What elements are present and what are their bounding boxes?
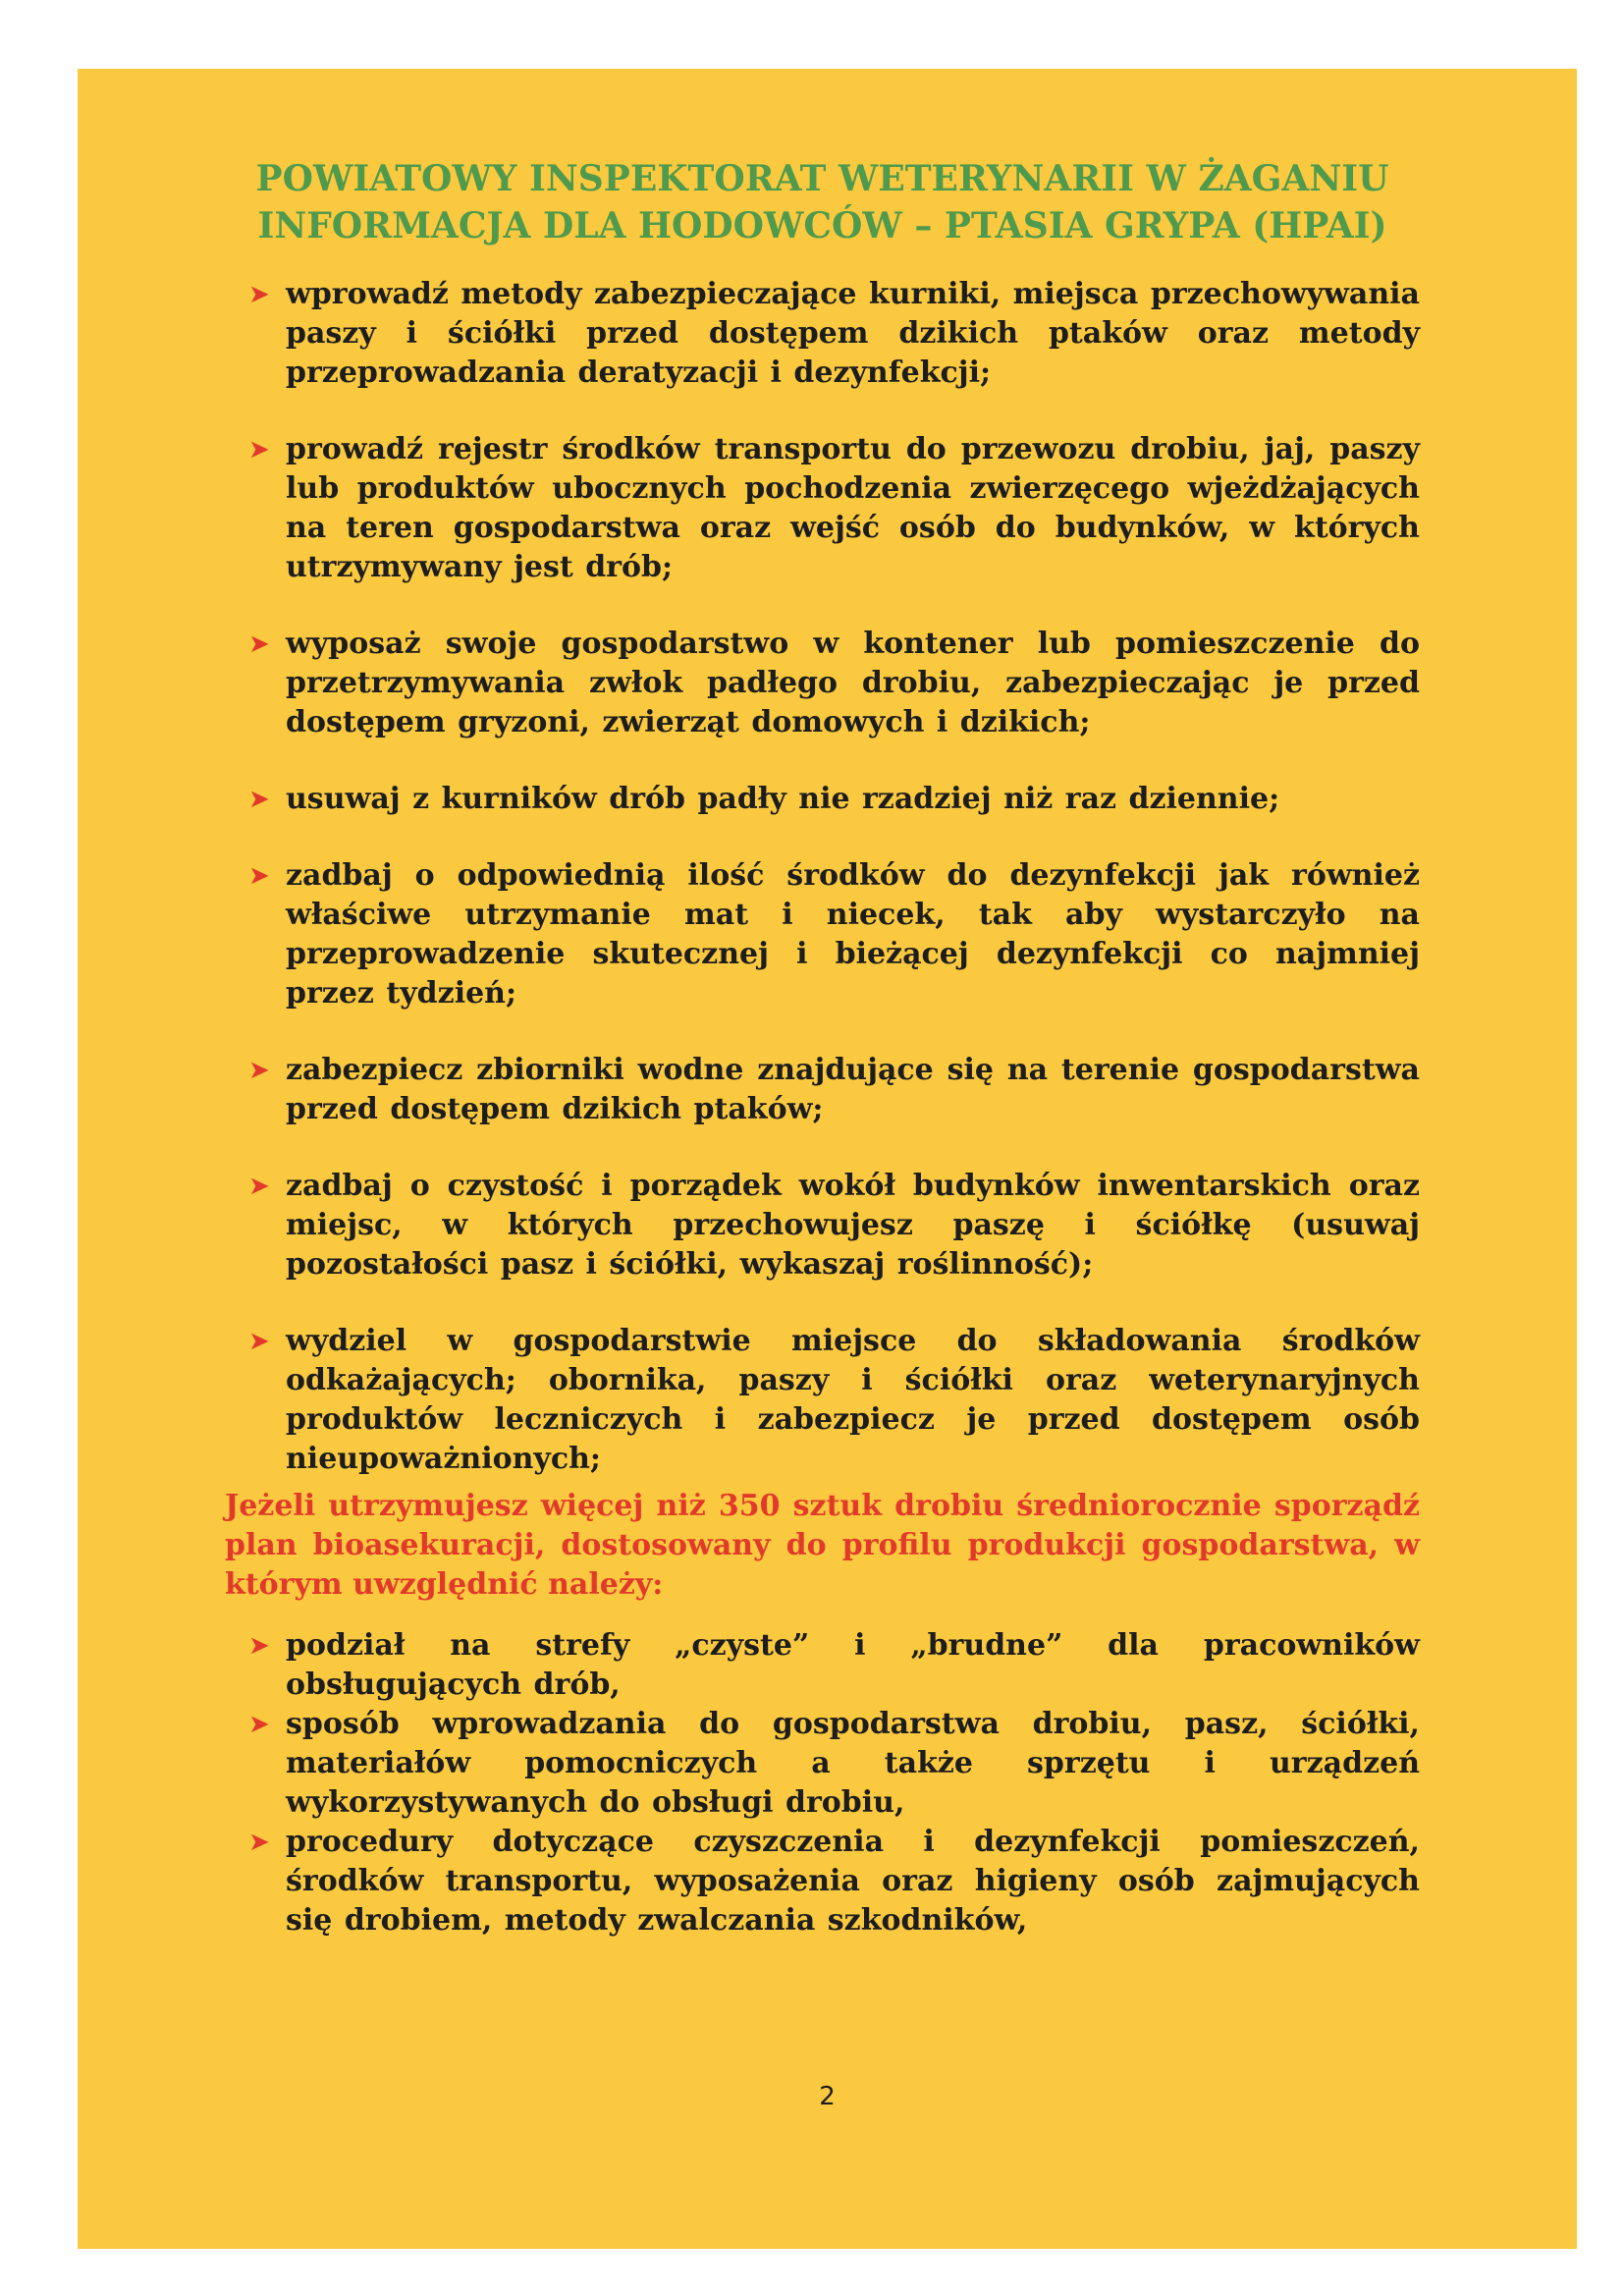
arrow-bullet-icon: ➤ xyxy=(248,1056,270,1085)
list-item xyxy=(225,625,1420,742)
list-item xyxy=(225,1626,1420,1705)
list-item-text: procedury dotyczące czyszczenia i dezynfekcji pomieszczeń, środków transportu, wyposażenia oraz higieny osób zajmujących się drobiem, metody zwalczania szkodników, xyxy=(286,1825,1420,1938)
list-item xyxy=(225,780,1420,819)
page-number: 2 xyxy=(819,2082,836,2111)
arrow-bullet-icon: ➤ xyxy=(248,280,270,309)
list-item-text: wydziel w gospodarstwie miejsce do składowania środków odkażających; obornika, paszy i ściółki oraz weterynaryjnych produktów leczniczych i zabezpiecz je przed dostępem osób nieupoważnionych; xyxy=(286,1324,1420,1476)
list-item-text: usuwaj z kurników drób padły nie rzadziej niż raz dziennie; xyxy=(286,782,1280,816)
list-item xyxy=(225,1167,1420,1285)
biosecurity-plan-items-list xyxy=(225,1626,1420,1941)
list-item-text: zabezpiecz zbiorniki wodne znajdujące się na terenie gospodarstwa przed dostępem dzikich ptaków; xyxy=(286,1053,1420,1126)
list-item-text: zadbaj o czystość i porządek wokół budynków inwentarskich oraz miejsc, w których przechowujesz paszę i ściółkę (usuwaj pozostałości pasz i ściółki, wykaszaj roślinność); xyxy=(286,1169,1420,1282)
list-item xyxy=(225,1705,1420,1823)
arrow-bullet-icon: ➤ xyxy=(248,1631,270,1661)
list-item-text: wyposaż swoje gospodarstwo w kontener lub pomieszczenie do przetrzymywania zwłok padłego drobiu, zabezpieczając je przed dostępem gryzoni, zwierząt domowych i dzikich; xyxy=(286,627,1420,739)
arrow-bullet-icon: ➤ xyxy=(248,785,270,814)
biosecurity-measures-list xyxy=(225,275,1420,1479)
list-item xyxy=(225,1823,1420,1941)
bioasecurity-plan-notice: Jeżeli utrzymujesz więcej niż 350 sztuk drobiu średniorocznie sporządź plan bioasekuracji, dostosowany do profilu produkcji gospodarstwa, w którym uwzględnić należy: xyxy=(225,1489,1420,1602)
arrow-bullet-icon: ➤ xyxy=(248,1828,270,1857)
arrow-bullet-icon: ➤ xyxy=(248,1172,270,1201)
list-item xyxy=(225,856,1420,1013)
header-title-line-1: POWIATOWY INSPEKTORAT WETERYNARII W ŻAGANIU xyxy=(255,158,1389,199)
list-item-text: prowadź rejestr środków transportu do przewozu drobiu, jaj, paszy lub produktów ubocznych pochodzenia zwierzęcego wjeżdżających na teren gospodarstwa oraz wejść osób do budynków, w których utrzymywany jest drób; xyxy=(286,432,1420,584)
header-title-line-2: INFORMACJA DLA HODOWCÓW – PTASIA GRYPA (HPAI) xyxy=(257,205,1387,246)
document-page xyxy=(78,69,1577,2249)
arrow-bullet-icon: ➤ xyxy=(248,861,270,891)
list-item xyxy=(225,1322,1420,1479)
arrow-bullet-icon: ➤ xyxy=(248,435,270,465)
list-item-text: podział na strefy „czyste” i „brudne” dla pracowników obsługujących drób, xyxy=(286,1628,1420,1702)
list-item-text: wprowadź metody zabezpieczające kurniki, miejsca przechowywania paszy i ściółki przed dostępem dzikich ptaków oraz metody przeprowadzania deratyzacji i dezynfekcji; xyxy=(286,277,1420,390)
arrow-bullet-icon: ➤ xyxy=(248,629,270,659)
list-item-text: zadbaj o odpowiednią ilość środków do dezynfekcji jak również właściwe utrzymanie mat i niecek, tak aby wystarczyło na przeprowadzenie skutecznej i bieżącej dezynfekcji co najmniej przez tydzień; xyxy=(286,858,1420,1011)
list-item-text: sposób wprowadzania do gospodarstwa drobiu, pasz, ściółki, materiałów pomocniczych a także sprzętu i urządzeń wykorzystywanych do obsługi drobiu, xyxy=(286,1707,1420,1820)
list-item xyxy=(225,275,1420,393)
arrow-bullet-icon: ➤ xyxy=(248,1327,270,1356)
list-item xyxy=(225,430,1420,587)
arrow-bullet-icon: ➤ xyxy=(248,1710,270,1739)
document-header xyxy=(225,155,1420,249)
list-item xyxy=(225,1051,1420,1129)
